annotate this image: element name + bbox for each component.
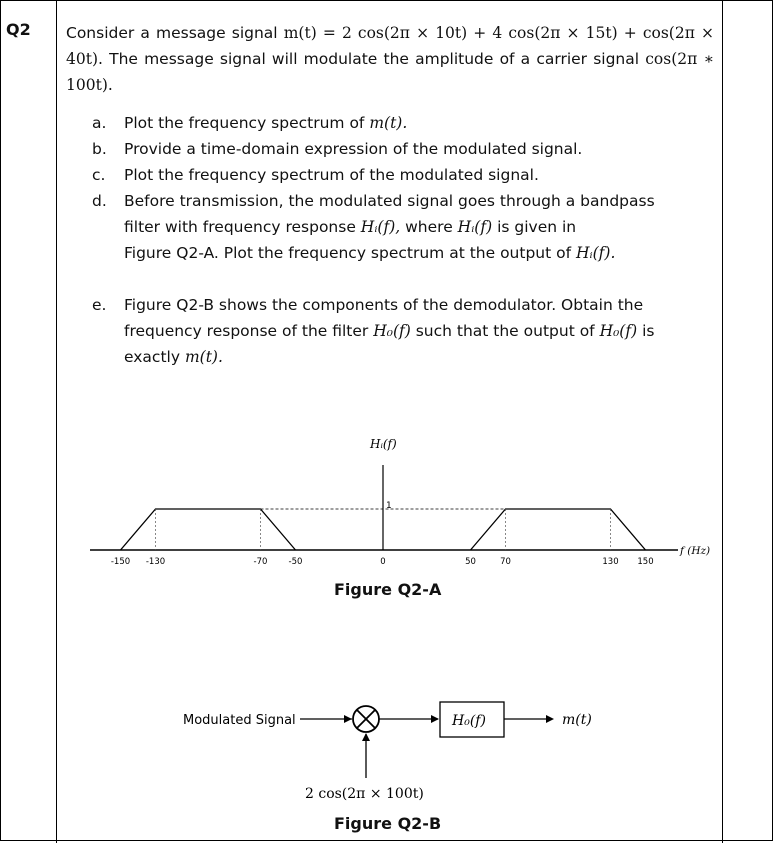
subquestion-label: a.	[92, 114, 107, 132]
peak-label: 1	[386, 501, 392, 511]
subquestion-text: Plot the frequency spectrum of	[124, 114, 370, 132]
x-tick-label: -50	[288, 557, 303, 567]
subquestion-math: H₀(f)	[599, 322, 638, 340]
subquestion-math: m(t).	[184, 348, 223, 366]
intro-math-message: m(t) = 2 cos(2π × 10t) + 4 cos(2π × 15t) + cos(2π ×	[283, 24, 715, 42]
x-tick-label: -130	[145, 557, 166, 567]
x-tick-label: -70	[253, 557, 268, 567]
subquestion-label: c.	[92, 166, 106, 184]
subquestion-math: Hᵢ(f),	[360, 218, 401, 236]
subquestion-line: Before transmission, the modulated signal goes through a bandpass	[124, 192, 655, 210]
x-tick-label: -150	[110, 557, 131, 567]
input-arrowhead	[344, 715, 352, 723]
subquestion-math: Hᵢ(f)	[457, 218, 493, 236]
input-label: Modulated Signal	[183, 713, 296, 728]
subquestion-text: where	[400, 218, 458, 236]
intro-math-message-cont: 40t).	[66, 50, 103, 68]
x-tick-label: 50	[465, 557, 476, 567]
subquestion-text: Provide a time-domain expression of the modulated signal.	[124, 140, 583, 158]
x-axis-label: f (Hz)	[680, 545, 711, 557]
x-tick-label: 0	[380, 557, 386, 567]
mixer-to-filter-arrowhead	[431, 715, 439, 723]
filter-label: H₀(f)	[452, 713, 486, 729]
subquestion-math: Hᵢ(f).	[575, 244, 616, 262]
subquestion-text: exactly	[124, 348, 185, 366]
question-number: Q2	[6, 20, 31, 39]
output-label: m(t)	[562, 712, 592, 728]
x-tick-label: 130	[602, 557, 619, 567]
subquestion-text: is given in	[492, 218, 577, 236]
subquestion-label: e.	[92, 296, 107, 314]
subquestion-text: Plot the frequency spectrum of the modulated signal.	[124, 166, 539, 184]
subquestion-text: frequency response of the filter	[124, 322, 374, 340]
carrier-label: 2 cos(2π × 100t)	[305, 786, 424, 802]
subquestion-text: filter with frequency response	[124, 218, 361, 236]
carrier-arrowhead	[362, 733, 370, 741]
y-axis-label: Hᵢ(f)	[370, 437, 397, 451]
subquestion-label: d.	[92, 192, 107, 210]
output-arrowhead	[546, 715, 554, 723]
intro-text: Consider a message signal	[66, 24, 284, 42]
subquestion-label: b.	[92, 140, 107, 158]
subquestion-text: is	[637, 322, 655, 340]
intro-math-carrier: cos(2π ∗ 100t).	[66, 50, 714, 94]
figure-q2b-caption: Figure Q2-B	[334, 814, 442, 833]
subquestion-text: such that the output of	[410, 322, 600, 340]
subquestion-math: m(t).	[369, 114, 408, 132]
figure-q2a-caption: Figure Q2-A	[334, 580, 442, 599]
subquestion-line: Figure Q2-B shows the components of the demodulator. Obtain the	[124, 296, 644, 314]
subquestion-math: H₀(f)	[373, 322, 411, 340]
intro-text-2: The message signal will modulate the amplitude of a carrier signal	[102, 50, 640, 68]
x-tick-label: 150	[637, 557, 654, 567]
x-tick-label: 70	[500, 557, 511, 567]
subquestion-text: Figure Q2-A. Plot the frequency spectrum at the output of	[124, 244, 576, 262]
